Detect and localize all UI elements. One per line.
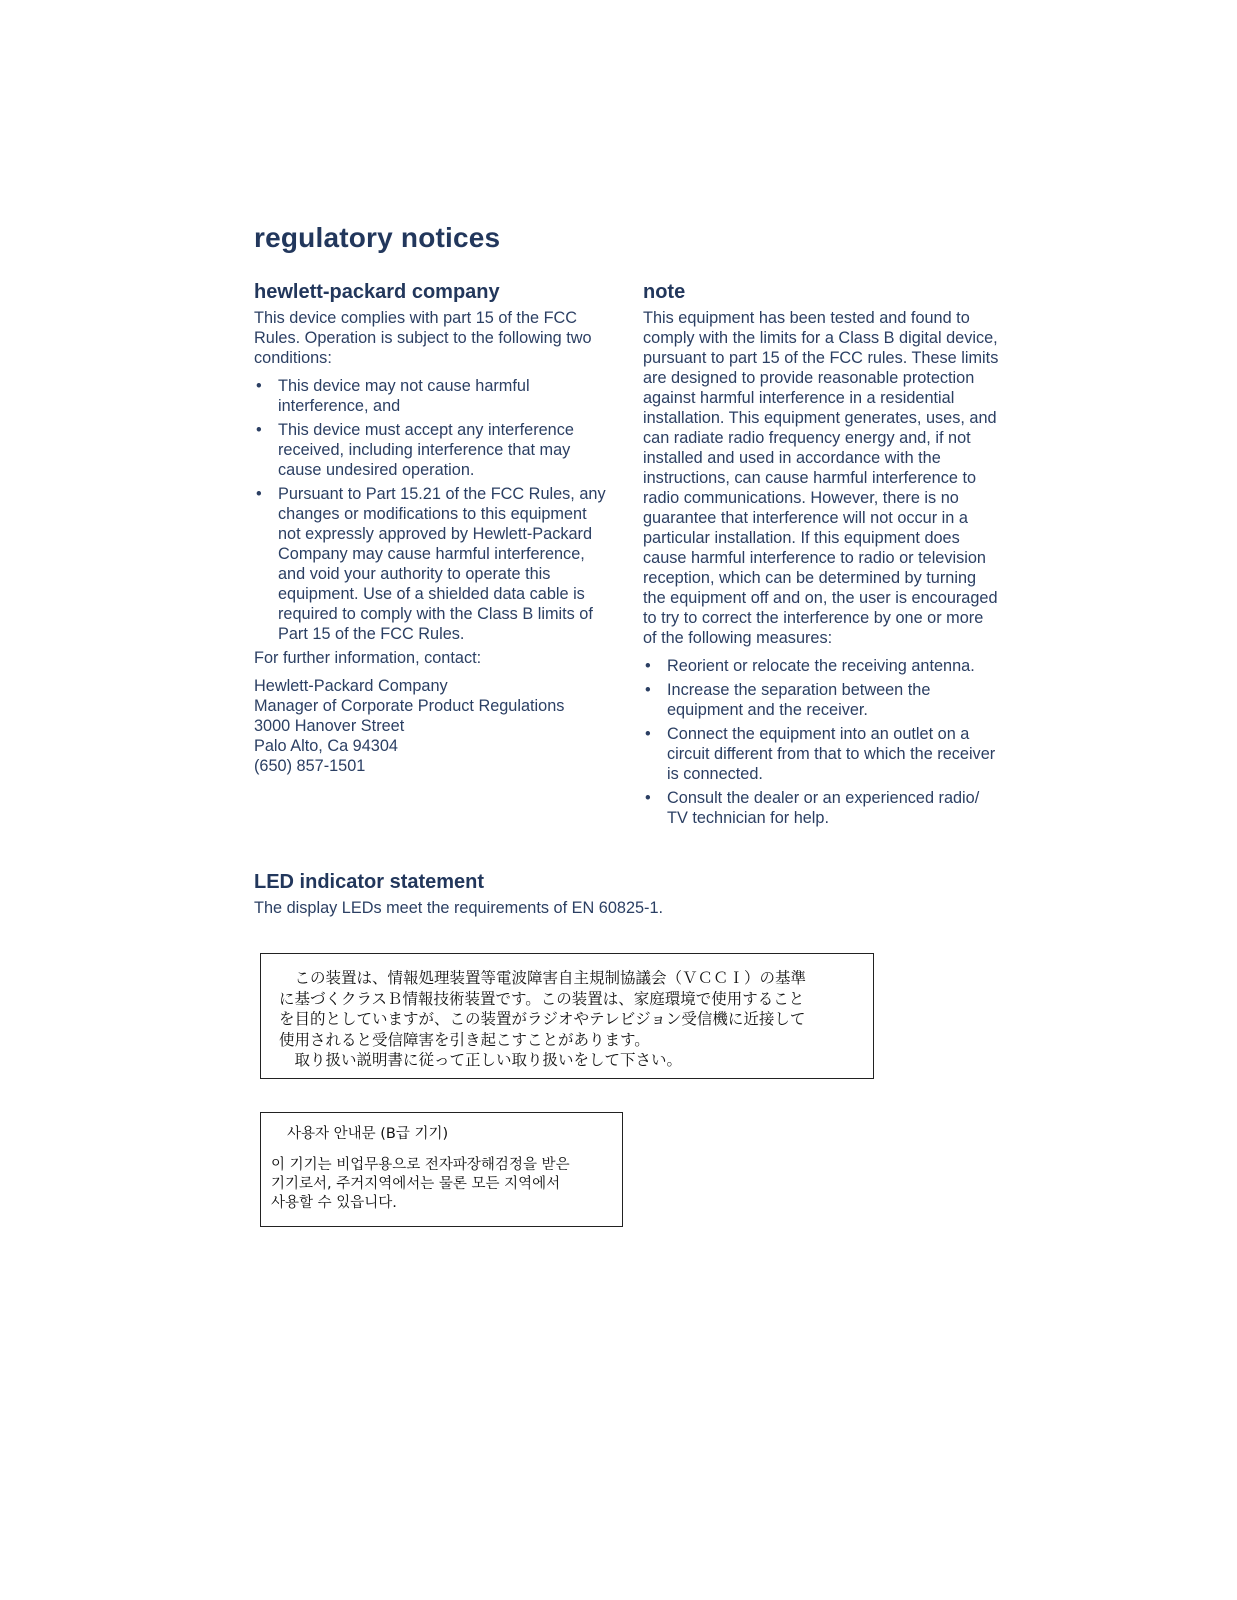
led-text: The display LEDs meet the requirements of EN 60825-1. (254, 899, 664, 917)
list-item (643, 724, 1001, 784)
notice-line: この装置は、情報処理装置等電波障害自主規制協議会（ＶＣＣＩ）の基準 (279, 969, 807, 987)
list-item-text: Pursuant to Part 15.21 of the FCC Rules, any changes or modifications to this equipment not expressly approved by Hewlett-Packard Company may cause harmful interference, and void your authority to operate this equipment. Use of a shielded data cable is required to comply with the Class B limits of Part 15 of the FCC Rules. (278, 485, 606, 643)
hp-company-section (254, 280, 610, 776)
fcc-conditions-list (254, 376, 610, 644)
led-statement-section (254, 870, 854, 926)
fcc-intro-text: This device complies with part 15 of the FCC Rules. Operation is subject to the following two conditions: (254, 309, 592, 367)
address-line: Palo Alto, Ca 94304 (254, 737, 398, 755)
notice-line: 기기로서, 주거지역에서는 물론 모든 지역에서 (271, 1176, 561, 1192)
bullet-icon: • (256, 485, 262, 503)
note-heading: note (643, 281, 686, 303)
list-item-text: Reorient or relocate the receiving antenna. (667, 657, 975, 675)
notice-line: を目的としていますが、この装置がラジオやテレビジョン受信機に近接して (279, 1010, 806, 1028)
bullet-icon: • (645, 657, 651, 675)
page-title: regulatory notices (254, 222, 501, 253)
notice-line: に基づくクラスＢ情報技術装置です。この装置は、家庭環境で使用すること (279, 989, 805, 1008)
bullet-icon: • (256, 421, 262, 439)
korean-user-notice (260, 1112, 623, 1227)
bullet-icon: • (645, 681, 651, 699)
contact-address (254, 676, 610, 776)
bullet-icon: • (256, 377, 262, 395)
list-item-text: Consult the dealer or an experienced radio/ TV technician for help. (667, 789, 980, 827)
contact-label: For further information, contact: (254, 649, 482, 667)
hp-company-heading: hewlett-packard company (254, 281, 500, 303)
list-item-text: Increase the separation between the equipment and the receiver. (667, 681, 931, 719)
list-item (643, 680, 1001, 720)
list-item (643, 788, 1001, 828)
led-heading: LED indicator statement (254, 871, 485, 893)
note-section (643, 280, 1001, 832)
bullet-icon: • (645, 725, 651, 743)
list-item-text: This device may not cause harmful interference, and (278, 377, 530, 415)
list-item-text: This device must accept any interference received, including interference that may cause undesired operation. (278, 421, 574, 479)
address-line: Manager of Corporate Product Regulations (254, 697, 565, 715)
phone-number: (650) 857-1501 (254, 757, 366, 775)
list-item (254, 420, 610, 480)
list-item (254, 484, 610, 644)
note-body-text: This equipment has been tested and found to comply with the limits for a Class B digital device, pursuant to part 15 of the FCC rules. These limits are designed to provide reasonable protection against harmful interference in a residential installation. This equipment generates, uses, and can radiate radio frequency energy and, if not installed and used in accordance with the instructions, can cause harmful interference to radio communications. However, there is no guarantee that interference will not occur in a particular installation. If this equipment does cause harmful interference to radio or television reception, which can be determined by turning the equipment off and on, the user is encouraged to try to correct the interference by one or more of the following measures: (643, 309, 999, 647)
notice-line: 取り扱い説明書に従って正しい取り扱いをして下さい。 (279, 1051, 683, 1069)
list-item (643, 656, 1001, 676)
notice-line: 이 기기는 비업무용으로 전자파장해검정을 받은 (271, 1157, 570, 1173)
list-item-text: Connect the equipment into an outlet on a circuit different from that to which the receiver is connected. (667, 725, 996, 783)
vcci-japanese-notice (260, 953, 874, 1079)
notice-line: 使用されると受信障害を引き起こすことがあります。 (279, 1030, 650, 1049)
korean-notice-body (271, 1156, 612, 1213)
list-item (254, 376, 610, 416)
address-line: Hewlett-Packard Company (254, 677, 448, 695)
notice-line: 사용할 수 있읍니다. (271, 1195, 397, 1211)
interference-measures-list (643, 656, 1001, 828)
bullet-icon: • (645, 789, 651, 807)
korean-notice-title: 사용자 안내문 (B급 기기) (287, 1126, 449, 1142)
address-line: 3000 Hanover Street (254, 717, 405, 735)
